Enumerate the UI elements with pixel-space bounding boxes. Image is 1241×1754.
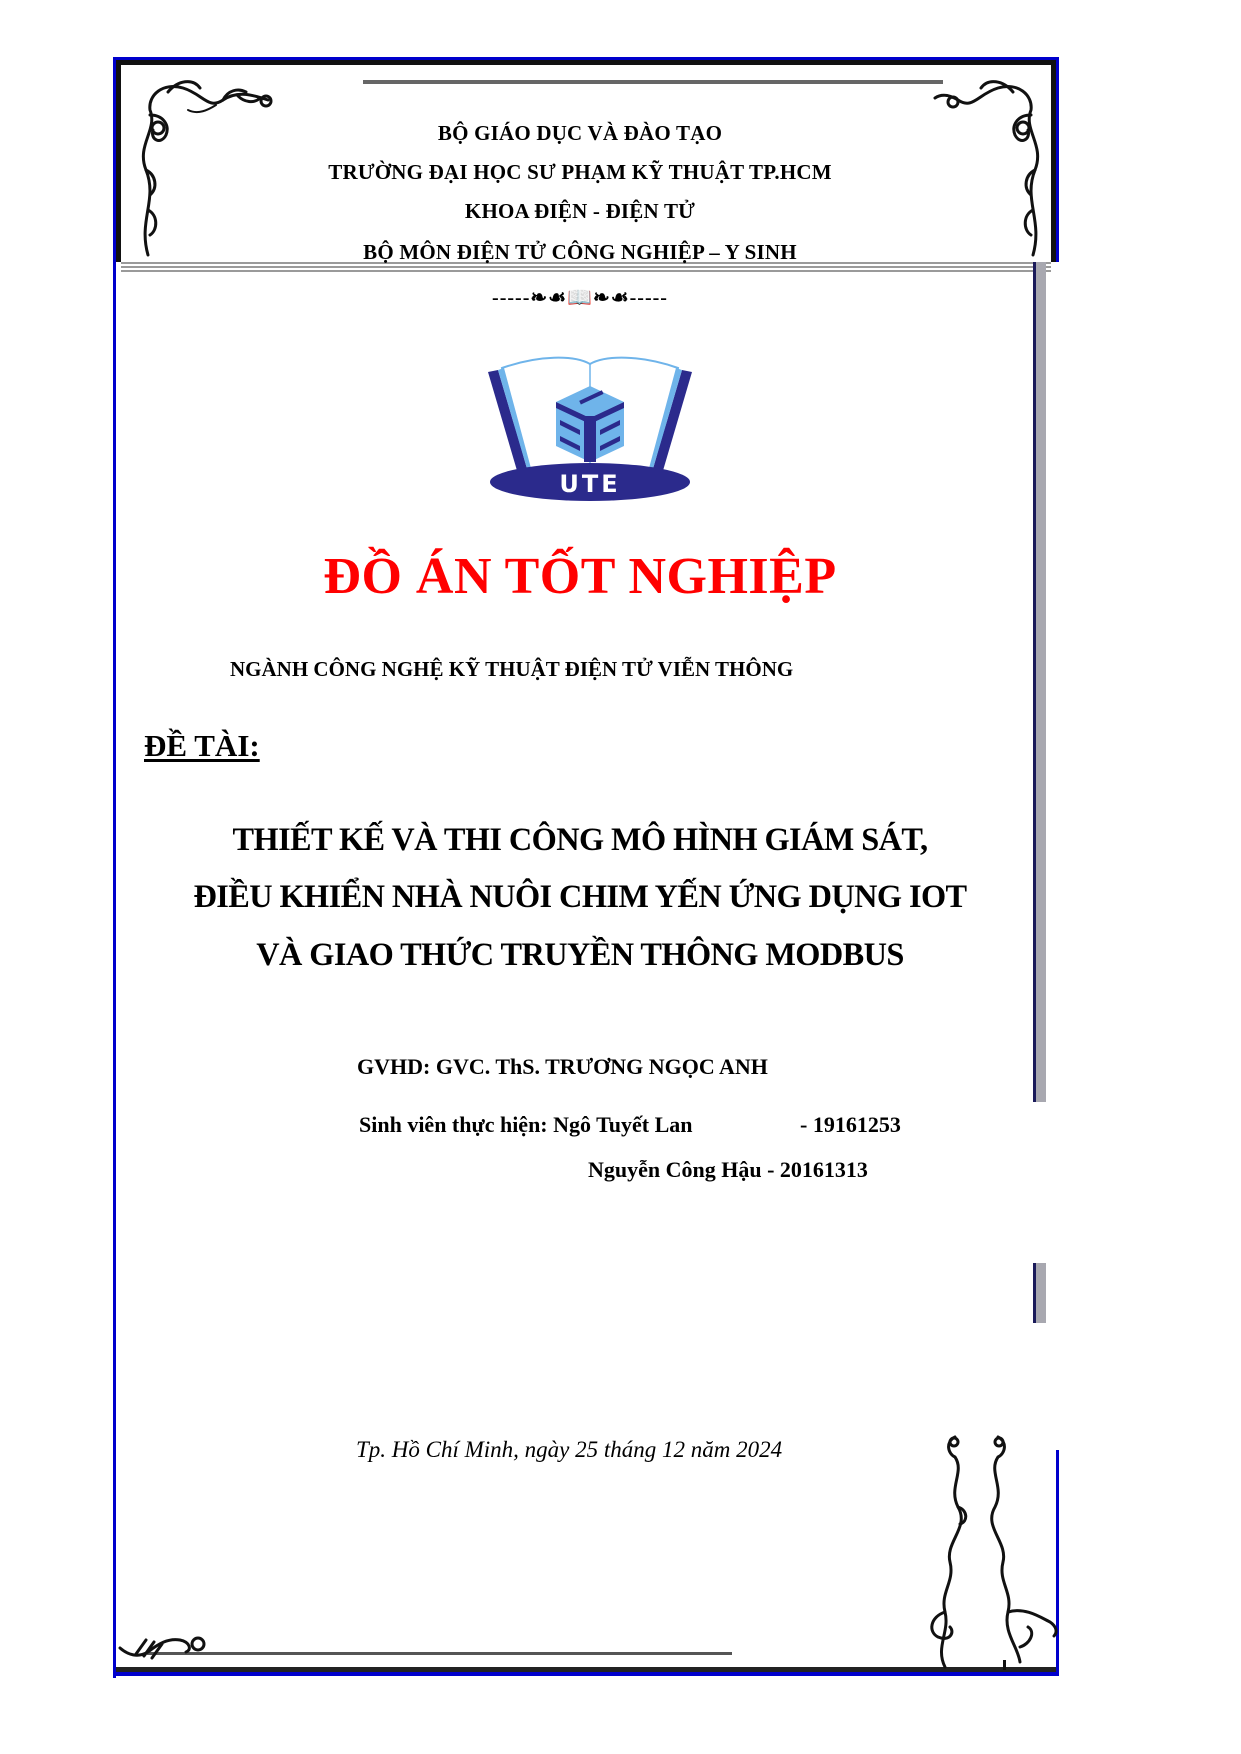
thesis-title-line-3: VÀ GIAO THỨC TRUYỀN THÔNG MODBUS bbox=[256, 937, 904, 973]
svg-text:UTE: UTE bbox=[559, 470, 621, 498]
thesis-title-line-2: ĐIỀU KHIỂN NHÀ NUÔI CHIM YẾN ỨNG DỤNG IOT bbox=[193, 879, 967, 915]
frame-border-bottom bbox=[113, 1672, 1059, 1676]
place-date: Tp. Hồ Chí Minh, ngày 25 tháng 12 năm 2024 bbox=[356, 1437, 783, 1462]
frame-inner-border-top bbox=[116, 60, 1059, 65]
corner-ornament-bottom-right-right-icon bbox=[980, 1432, 1060, 1672]
frame-top-inner-line-right bbox=[733, 80, 943, 84]
frame-top-inner-line bbox=[363, 80, 733, 84]
major-name: NGÀNH CÔNG NGHỆ KỸ THUẬT ĐIỆN TỬ VIỄN THÔNG bbox=[230, 657, 794, 681]
students-label: Sinh viên thực hiện: Ngô Tuyết Lan bbox=[359, 1112, 693, 1137]
university-name: TRƯỜNG ĐẠI HỌC SƯ PHẠM KỸ THUẬT TP.HCM bbox=[328, 160, 832, 184]
thesis-title-line-1: THIẾT KẾ VÀ THI CÔNG MÔ HÌNH GIÁM SÁT, bbox=[232, 822, 928, 858]
student-1-id: - 19161253 bbox=[800, 1112, 901, 1137]
frame-inner-border-bottom bbox=[116, 1667, 1056, 1672]
department-name: BỘ MÔN ĐIỆN TỬ CÔNG NGHIỆP – Y SINH bbox=[363, 240, 797, 264]
right-vertical-bar-lower bbox=[1033, 1263, 1047, 1323]
advisor-line: GVHD: GVC. ThS. TRƯƠNG NGỌC ANH bbox=[357, 1054, 768, 1079]
student-2-line: Nguyễn Công Hậu - 20161313 bbox=[588, 1157, 868, 1182]
ministry-name: BỘ GIÁO DỤC VÀ ĐÀO TẠO bbox=[437, 121, 723, 145]
topic-label: ĐỀ TÀI: bbox=[144, 728, 260, 763]
faculty-name: KHOA ĐIỆN - ĐIỆN TỬ bbox=[464, 199, 696, 223]
document-type-title: ĐỒ ÁN TỐT NGHIỆP bbox=[323, 548, 837, 605]
ute-logo bbox=[484, 350, 696, 502]
corner-ornament-bottom-right-left-icon bbox=[920, 1432, 980, 1672]
frame-bottom-inner-line bbox=[147, 1652, 732, 1655]
corner-ornament-bottom-left-icon bbox=[118, 1630, 208, 1666]
ornamental-divider: -----❧☙📖❧☙----- bbox=[492, 287, 668, 309]
right-vertical-bar bbox=[1033, 262, 1047, 1102]
ute-logo-icon bbox=[484, 350, 696, 502]
